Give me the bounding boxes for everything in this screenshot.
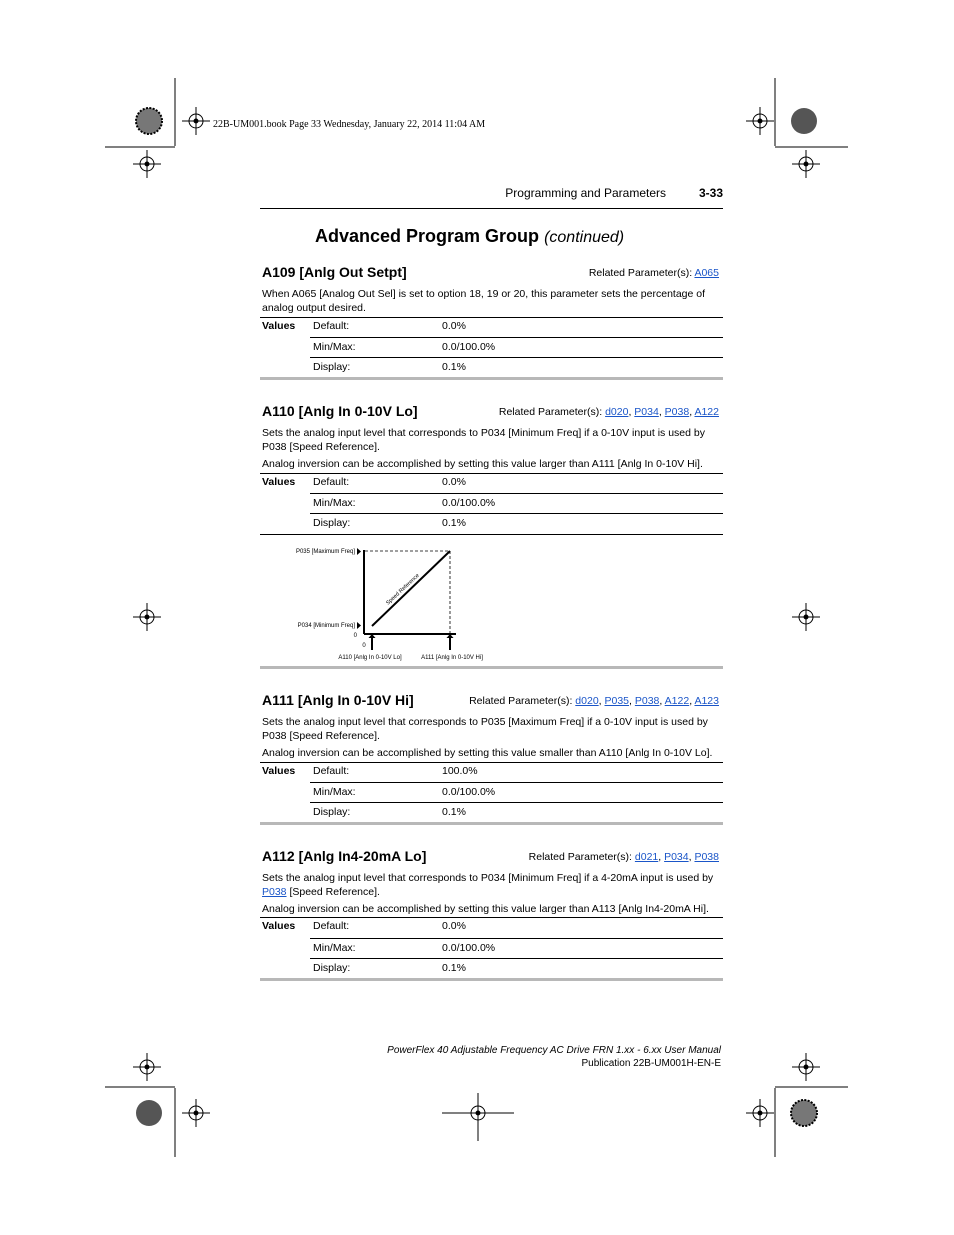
speed-reference-diagram	[285, 538, 500, 664]
table-bottom-rule	[260, 822, 723, 825]
row-key: Default:	[313, 320, 350, 332]
description-text: Sets the analog input level that corresponds to P034 [Minimum Freq] if a 4-20mA input is used by	[262, 872, 714, 884]
page-title-main: Advanced Program Group	[315, 226, 540, 246]
description-paragraph: Analog inversion can be accomplished by setting this value smaller than A110 [Anlg In 0-10V Lo].	[262, 747, 713, 759]
page-title-continued: (continued)	[544, 229, 625, 246]
description-paragraph: Analog inversion can be accomplished by setting this value larger than A113 [Anlg In4-20mA Hi].	[262, 903, 709, 915]
table-row	[310, 917, 723, 937]
related-link[interactable]: P035	[604, 695, 630, 707]
description-paragraph: Sets the analog input level that corresponds to P035 [Maximum Freq] if a 0-10V input is used by P038 [Speed Reference].	[262, 716, 708, 742]
related-link[interactable]: d021	[634, 851, 659, 863]
values-table-a109	[260, 317, 723, 379]
row-key: Display:	[313, 517, 351, 529]
row-value: 0.1%	[442, 806, 466, 818]
row-key: Default:	[313, 765, 350, 777]
inline-link[interactable]: P038	[262, 886, 287, 898]
param-title-a110: A110 [Anlg In 0-10V Lo]	[262, 403, 418, 419]
related-label: Related Parameter(s):	[588, 267, 693, 279]
section-divider	[260, 666, 723, 669]
param-description-a111	[262, 715, 724, 760]
related-link[interactable]: P034	[634, 406, 659, 418]
table-bottom-rule	[260, 534, 723, 535]
row-key: Min/Max:	[313, 786, 356, 798]
row-key: Min/Max:	[313, 341, 356, 353]
row-value: 100.0%	[442, 765, 478, 777]
description-text: [Speed Reference].	[289, 886, 380, 898]
values-table-a110	[260, 473, 723, 535]
related-label: Related Parameter(s):	[498, 406, 603, 418]
related-params-a111: Related Parameter(s): d020, P035, P038, A122, A123	[469, 695, 719, 707]
values-table-a112	[260, 917, 723, 979]
row-value: 0.1%	[442, 962, 466, 974]
values-table-a111	[260, 762, 723, 824]
related-link[interactable]: A065	[694, 267, 719, 279]
description-paragraph: Sets the analog input level that corresponds to P034 [Minimum Freq] if a 0-10V input is used by P038 [Speed Reference].	[262, 427, 705, 453]
y-top-label: P035 [Maximum Freq]	[295, 549, 355, 555]
y-bottom-arrow	[357, 622, 361, 629]
row-key: Display:	[313, 962, 351, 974]
row-value: 0.0/100.0%	[442, 497, 496, 509]
values-label: Values	[262, 765, 296, 777]
related-label: Related Parameter(s):	[469, 695, 573, 707]
row-value: 0.1%	[442, 517, 466, 529]
related-link[interactable]: d020	[575, 695, 599, 707]
values-label: Values	[262, 320, 296, 332]
y-top-arrow	[357, 548, 361, 555]
speed-reference-line	[372, 551, 450, 626]
related-link[interactable]: A122	[694, 406, 719, 418]
related-params-a112: Related Parameter(s): d021, P034, P038	[528, 851, 719, 863]
row-value: 0.0%	[442, 320, 466, 332]
row-value: 0.0/100.0%	[442, 341, 496, 353]
related-link[interactable]: P038	[694, 851, 719, 863]
related-link[interactable]: P038	[664, 406, 690, 418]
y-bottom-label: P034 [Minimum Freq]	[297, 623, 355, 629]
description-paragraph: When A065 [Analog Out Sel] is set to option 18, 19 or 20, this parameter sets the percentage of analog output desired.	[262, 288, 706, 314]
values-label: Values	[262, 476, 296, 488]
related-params-a110: Related Parameter(s): d020, P034, P038, A122	[498, 406, 719, 418]
row-value: 0.1%	[442, 361, 466, 373]
related-label: Related Parameter(s):	[528, 851, 632, 863]
line-label: Speed Reference	[385, 572, 421, 607]
row-key: Default:	[313, 920, 350, 932]
row-value: 0.0%	[442, 920, 466, 932]
x-right-label: A111 [Anlg In 0-10V Hi]	[421, 655, 483, 661]
table-bottom-rule	[260, 377, 723, 380]
param-description-a109	[262, 287, 724, 315]
row-value: 0.0/100.0%	[442, 942, 496, 954]
description-paragraph	[262, 871, 724, 899]
related-link[interactable]: P034	[664, 851, 689, 863]
row-key: Display:	[313, 361, 351, 373]
values-label: Values	[262, 920, 296, 932]
y-zero-label: 0	[353, 633, 357, 639]
table-row	[310, 802, 723, 823]
page-title	[315, 226, 624, 247]
param-title-a109: A109 [Anlg Out Setpt]	[262, 264, 407, 280]
header-rule	[260, 208, 723, 209]
related-params-a109	[589, 267, 719, 279]
footer-publication: Publication 22B-UM001H-EN-E	[581, 1058, 721, 1069]
table-bottom-rule	[260, 978, 723, 981]
param-title-a111: A111 [Anlg In 0-10V Hi]	[262, 692, 414, 708]
table-row	[310, 473, 723, 493]
table-row	[310, 938, 723, 959]
print-info-line: 22B-UM001.book Page 33 Wednesday, January 22, 2014 11:04 AM	[213, 119, 486, 130]
table-row	[310, 782, 723, 803]
table-row	[310, 762, 723, 782]
related-link[interactable]: P038	[634, 695, 660, 707]
footer-manual-title: PowerFlex 40 Adjustable Frequency AC Drive FRN 1.xx - 6.xx User Manual	[387, 1045, 721, 1056]
param-description-a110	[262, 426, 724, 471]
row-key: Default:	[313, 476, 350, 488]
row-value: 0.0%	[442, 476, 466, 488]
table-row	[310, 958, 723, 979]
param-description-a112	[262, 871, 724, 916]
table-row	[310, 513, 723, 534]
table-row	[310, 493, 723, 514]
row-value: 0.0/100.0%	[442, 786, 496, 798]
x-zero-label: 0	[362, 643, 366, 649]
table-row	[310, 317, 723, 337]
row-key: Display:	[313, 806, 351, 818]
table-row	[310, 357, 723, 378]
related-link[interactable]: A123	[694, 695, 719, 707]
related-link[interactable]: d020	[605, 406, 629, 418]
x-left-label: A110 [Anlg In 0-10V Lo]	[338, 655, 402, 661]
running-header-section: Programming and Parameters	[505, 186, 666, 200]
param-title-a112: A112 [Anlg In4-20mA Lo]	[262, 848, 427, 864]
row-key: Min/Max:	[313, 942, 356, 954]
page-number: 3-33	[699, 186, 724, 200]
related-link[interactable]: A122	[664, 695, 690, 707]
description-paragraph: Analog inversion can be accomplished by setting this value larger than A111 [Anlg In 0-10V Hi].	[262, 458, 703, 470]
row-key: Min/Max:	[313, 497, 356, 509]
table-row	[310, 337, 723, 358]
